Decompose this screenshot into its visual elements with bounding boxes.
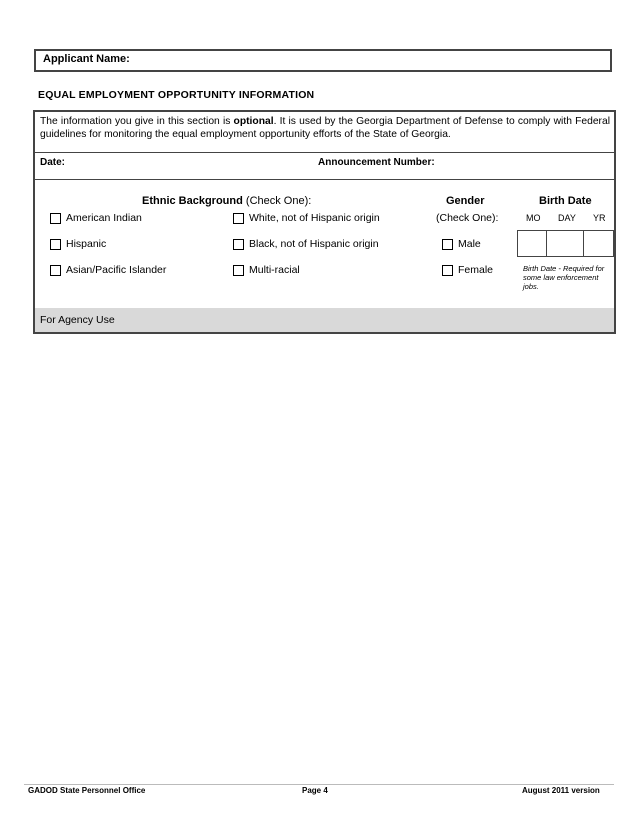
option-white-not-hispanic[interactable] (233, 212, 380, 224)
announcement-number-label: Announcement Number: (318, 157, 435, 168)
checkbox[interactable] (442, 239, 453, 250)
option-label: Female (458, 264, 494, 276)
option-label: Asian/Pacific Islander (66, 264, 167, 276)
gender-heading: Gender (446, 195, 485, 207)
applicant-name-label: Applicant Name: (43, 53, 130, 65)
birth-date-fields (517, 230, 614, 257)
intro-text (40, 115, 610, 141)
checkbox[interactable] (442, 265, 453, 276)
option-label: Hispanic (66, 238, 107, 250)
checkbox[interactable] (233, 213, 244, 224)
checkbox[interactable] (50, 265, 61, 276)
checkbox[interactable] (50, 239, 61, 250)
option-label: American Indian (66, 212, 142, 224)
birth-date-heading: Birth Date (539, 195, 592, 207)
divider (35, 152, 614, 153)
checkbox[interactable] (50, 213, 61, 224)
intro-text-before: The information you give in this section is (40, 116, 234, 127)
gender-instruction: (Check One): (436, 212, 499, 224)
section-title: EQUAL EMPLOYMENT OPPORTUNITY INFORMATION (38, 89, 315, 101)
birth-day-field[interactable] (547, 231, 584, 256)
option-multi-racial[interactable] (233, 264, 300, 276)
checkbox[interactable] (233, 239, 244, 250)
intro-optional-emphasis: optional (233, 116, 274, 127)
ethnic-heading-text: Ethnic Background (142, 195, 243, 207)
birth-day-label: DAY (558, 213, 576, 223)
footer-version: August 2011 version (522, 786, 600, 795)
option-american-indian[interactable] (50, 212, 142, 224)
agency-use-label: For Agency Use (40, 314, 115, 326)
ethnic-background-heading (142, 195, 311, 207)
option-black-not-hispanic[interactable] (233, 238, 379, 250)
option-female[interactable] (442, 264, 493, 276)
checkbox[interactable] (233, 265, 244, 276)
birth-month-field[interactable] (518, 231, 547, 256)
option-male[interactable] (442, 238, 481, 250)
option-hispanic[interactable] (50, 238, 106, 250)
eeo-section (33, 110, 616, 334)
applicant-name-box[interactable] (34, 49, 612, 72)
divider (35, 179, 614, 180)
intro-text-after: . It is used by the Georgia Department of Defense to comply with Federal guidelines for monitoring the equal employment opportunity efforts of the State of Georgia. (40, 116, 610, 140)
option-label: Multi-racial (249, 264, 300, 276)
footer-divider (24, 784, 614, 785)
option-label: Male (458, 238, 481, 250)
date-label: Date: (40, 157, 66, 168)
agency-use-band (35, 308, 614, 332)
birth-month-label: MO (526, 213, 541, 223)
footer-office: GADOD State Personnel Office (28, 786, 146, 795)
option-label: Black, not of Hispanic origin (249, 238, 379, 250)
option-asian-pacific-islander[interactable] (50, 264, 166, 276)
birth-year-field[interactable] (584, 231, 614, 256)
ethnic-instruction: (Check One): (242, 195, 312, 207)
birth-year-label: YR (593, 213, 606, 223)
option-label: White, not of Hispanic origin (249, 212, 380, 224)
footer-page-number: Page 4 (302, 786, 328, 795)
birth-date-note: Birth Date - Required for some law enforcement jobs. (523, 264, 605, 291)
